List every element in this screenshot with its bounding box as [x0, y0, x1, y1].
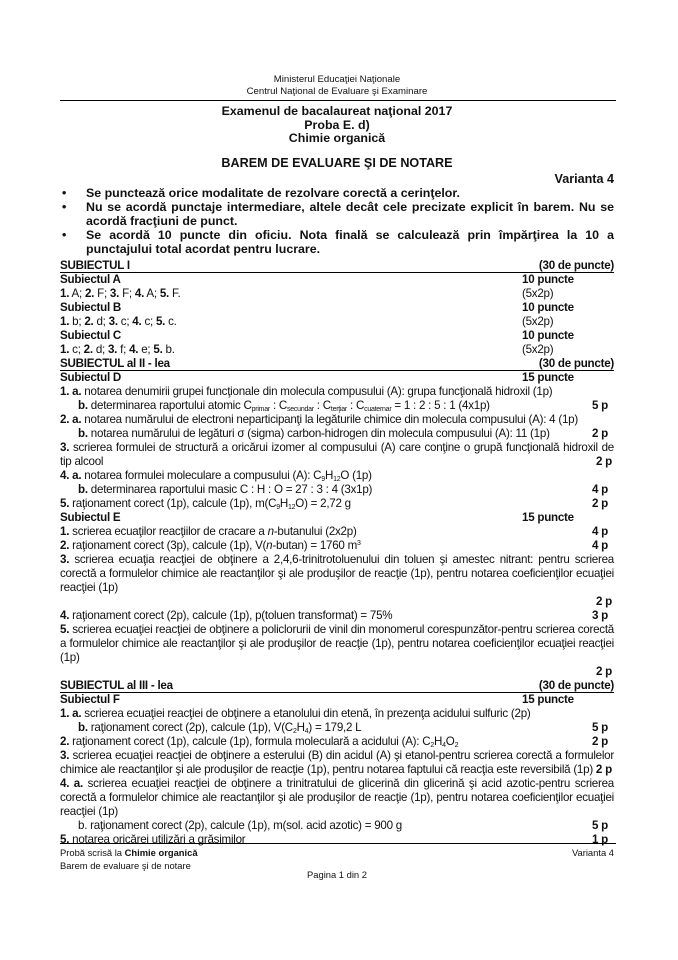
subscript: 4 — [442, 742, 446, 749]
item-text: -butanului (2x2p) — [273, 525, 357, 538]
item-num: b. — [78, 819, 88, 832]
item-num: 5. — [60, 623, 70, 636]
item-num: 1. a. — [60, 385, 82, 398]
part-d-header — [60, 371, 614, 385]
item-text: -butan) = 1760 m — [272, 539, 357, 552]
part-a-header — [60, 273, 614, 287]
part-f-header — [60, 693, 614, 707]
part-d-points: 15 puncte — [522, 371, 574, 384]
answer-num: 2. — [83, 343, 93, 356]
f-item-5 — [60, 833, 614, 847]
answer-num: 5. — [159, 287, 170, 300]
item-points: 1 p — [592, 833, 609, 846]
answer-val: d; — [95, 343, 105, 356]
answer-num: 4. — [134, 287, 145, 300]
item-text: scrierea ecuaţiei reacţiei de obţinere a esterului (B) din acidul (A) şi etanol-pentru scrierea corectă a formulelor chimice ale reactanţilor şi ale produşilor de reacţie (1p), pentru notarea faptului că reacţia este reversibilă (1p) — [60, 749, 614, 776]
subject-2-header — [60, 357, 614, 371]
f-item-3 — [60, 749, 614, 777]
item-num: b. — [78, 427, 88, 440]
subscript: 2 — [454, 742, 459, 749]
item-points: 2 p — [592, 427, 609, 440]
answer-val: A; — [71, 287, 82, 300]
footer-subject: Chimie organică — [124, 847, 198, 858]
f-item-4a — [60, 777, 614, 819]
item-text: n — [266, 539, 273, 552]
subscript: 2 — [292, 728, 297, 735]
d-item-1a — [60, 385, 614, 399]
d-item-4b — [60, 483, 614, 497]
item-text: O) = 2,72 g — [295, 497, 351, 510]
answer-val: b; — [72, 315, 82, 328]
item-text: raţionament corect (1p), calcule (1p), m(C — [72, 497, 277, 510]
item-num: 4. a. — [60, 469, 82, 482]
item-num: b. — [78, 399, 88, 412]
item-num: 4. — [60, 609, 70, 622]
subscript: 9 — [321, 476, 325, 483]
item-text: determinarea raportului atomic C — [90, 399, 252, 412]
answer-val: c. — [168, 315, 177, 328]
subject-title: Chimie organică — [288, 131, 386, 145]
answer-val: f; — [120, 343, 127, 356]
part-b-answers — [60, 315, 614, 329]
part-b-points: 10 puncte — [522, 301, 574, 314]
item-text: notarea numărului de electroni neparticipanţi la legăturile chimice din molecula compusului (A): 4 (1p) — [84, 413, 578, 426]
item-points: 2 p — [595, 455, 612, 468]
answer-num: 5. — [153, 343, 163, 356]
answer-val: d; — [96, 315, 106, 328]
item-text: raţionament corect (2p), calcule (1p), V(C — [90, 721, 293, 734]
item-text: raţionament corect (2p), calcule (1p), p(toluen transformat) = 75% — [72, 609, 393, 622]
item-text: H — [324, 469, 334, 482]
item-points: 5 p — [592, 721, 609, 734]
subscript: terţiar — [330, 406, 348, 413]
answer-num: 2. — [84, 287, 95, 300]
item-text: n — [267, 525, 274, 538]
d-item-4a — [60, 469, 614, 483]
e-item-5 — [60, 623, 614, 665]
item-points: 2 p — [595, 665, 612, 678]
grading-content — [60, 259, 614, 847]
item-text: scrierea ecuaţia reacţiei de obţinere a 2,4,6-trinitrotoluenului din toluen şi amestec nitrant: pentru scrierea corectă a formulelor chimice ale reactanţilor şi ale produşilor de reacţie (1p), pentru notarea coeficienţilor ecuaţiei reacţiei (1p) — [60, 553, 614, 594]
part-b-title: Subiectul B — [60, 301, 122, 314]
item-points: 4 p — [592, 483, 609, 496]
subject-3-title: SUBIECTUL al III - lea — [60, 679, 173, 692]
subscript: 2 — [430, 742, 435, 749]
item-num: 5. — [60, 497, 70, 510]
ministry-name: Ministerul Educaţiei Naţionale — [273, 74, 401, 85]
answer-val: A; — [146, 287, 157, 300]
barem-title: BAREM DE EVALUARE ŞI DE NOTARE — [221, 156, 453, 170]
rule-item: • Nu se acordă punctaje intermediare, altele decât cele precizate explicit în barem. Nu se acordă fracţiuni de punct. — [60, 200, 614, 228]
part-f-points: 15 puncte — [522, 693, 574, 706]
item-num: 3. — [60, 553, 70, 566]
subscript: cuaternar — [364, 406, 392, 413]
part-f-title: Subiectul F — [60, 693, 120, 706]
item-text: ) = 179,2 L — [308, 721, 362, 734]
footer-text: Probă scrisă la — [60, 847, 125, 858]
institution-header — [60, 74, 614, 98]
answer-num: 3. — [109, 287, 120, 300]
item-text: notarea oricărei utilizări a grăsimilor — [72, 833, 246, 846]
item-num: 5. — [60, 833, 70, 846]
e-item-1 — [60, 525, 614, 539]
item-num: 2. — [60, 735, 70, 748]
answer-num: 5. — [155, 315, 166, 328]
item-points: 2 p — [592, 735, 609, 748]
answer-val: c; — [72, 343, 81, 356]
e-item-3 — [60, 553, 614, 595]
subject-2-points: (30 de puncte) — [538, 357, 614, 370]
subject-3-header — [60, 679, 614, 693]
page-number: Pagina 1 din 2 — [307, 869, 367, 880]
part-c-header — [60, 329, 614, 343]
item-num: 1. a. — [60, 707, 82, 720]
answer-val: F; — [97, 287, 107, 300]
part-a-title: Subiectul A — [60, 273, 121, 286]
answer-num: 1. — [60, 315, 70, 328]
part-b-scoring: (5x2p) — [522, 315, 554, 328]
part-d-title: Subiectul D — [60, 371, 122, 384]
item-points: 5 p — [592, 399, 609, 412]
answer-num: 3. — [108, 315, 118, 328]
answer-val: F; — [122, 287, 132, 300]
part-b-header — [60, 301, 614, 315]
footer-variant: Varianta 4 — [571, 847, 614, 858]
answer-val: c; — [120, 315, 130, 328]
subscript: secundar — [287, 406, 314, 413]
header-divider — [60, 100, 616, 101]
item-points: 3 p — [592, 609, 609, 622]
item-text: scrierea formulei de structură a oricărui izomer al compusului (A) care conţine o grupă funcţională hidroxil de tip alcool — [60, 441, 614, 468]
item-points: 2 p — [595, 763, 612, 776]
item-num: 4. a. — [60, 777, 83, 790]
subject-3-points: (30 de puncte) — [538, 679, 614, 692]
part-e-header — [60, 511, 614, 525]
item-text: scrierea ecuaţilor reacţiilor de cracare a — [72, 525, 268, 538]
item-num: b. — [78, 483, 88, 496]
item-points: 4 p — [592, 539, 609, 552]
subject-1-title: SUBIECTUL I — [60, 259, 130, 272]
item-points: 4 p — [592, 525, 609, 538]
item-num: 3. — [60, 749, 70, 762]
f-item-1a — [60, 707, 614, 721]
f-item-1b — [60, 721, 614, 735]
part-a-scoring: (5x2p) — [522, 287, 554, 300]
answer-num: 1. — [60, 343, 70, 356]
rule-item: • Se punctează orice modalitate de rezolvare corectă a cerinţelor. — [60, 186, 614, 200]
item-num: b. — [78, 721, 88, 734]
item-text: = 1 : 2 : 5 : 1 (4x1p) — [394, 399, 490, 412]
footer-line-1 — [60, 846, 614, 859]
footer-divider — [60, 843, 616, 844]
item-text: raţionament corect (3p), calcule (1p), V( — [72, 539, 267, 552]
subscript: 9 — [276, 504, 280, 511]
d-item-1b: b. determinarea raportului atomic $C_{primar}$ : $C_{secundar}$ : $C_{terţiar}$ : $C_{cuaternar} = 1$ : 2 : 5 : 1 (4x1p) 5 p — [60, 399, 614, 413]
part-c-scoring: (5x2p) — [522, 343, 554, 356]
answer-val: F. — [172, 287, 181, 300]
item-text: H — [434, 735, 443, 748]
part-e-points: 15 puncte — [522, 511, 574, 524]
subscript: 12 — [333, 476, 341, 483]
answer-num: 4. — [132, 315, 142, 328]
answer-num: 4. — [129, 343, 139, 356]
d-item-2b — [60, 427, 614, 441]
subject-1-header — [60, 259, 614, 273]
item-text: O (1p) — [340, 469, 372, 482]
answer-val: b. — [165, 343, 175, 356]
d-item-5 — [60, 497, 614, 511]
general-rules — [60, 186, 614, 256]
item-text: notarea numărului de legături σ (sigma) carbon-hidrogen din molecula compusului (A): 11 (1p) — [90, 427, 550, 440]
answer-num: 3. — [107, 343, 118, 356]
answer-num: 1. — [60, 287, 70, 300]
variant-label: Varianta 4 — [554, 172, 614, 186]
part-c-points: 10 puncte — [522, 329, 574, 342]
rule-item: • Se acordă 10 puncte din oficiu. Nota finală se calculează prin împărţirea la 10 a punctajului total acordat pentru lucrare. — [60, 228, 614, 256]
item-text: H — [279, 497, 288, 510]
f-item-4b — [60, 819, 614, 833]
subscript: 4 — [304, 728, 309, 735]
part-e-title: Subiectul E — [60, 511, 121, 524]
e-item-4 — [60, 609, 614, 623]
d-item-2a — [60, 413, 614, 427]
part-c-title: Subiectul C — [60, 329, 122, 342]
footer-line-2: Barem de evaluare şi de notare — [60, 860, 191, 871]
item-text: scrierea ecuaţiei reacţiei de obţinere a etanolului din etenă, în prezenţa acidului sulfuric (2p) — [84, 707, 531, 720]
item-num: 2. a. — [60, 413, 82, 426]
item-text: scrierea ecuaţiei reacţiei de obţinere a trinitratului de glicerină din glicerină şi acid azotic-pentru scrierea corectă a formulelor chimice ale reactanţilor şi ale produşilor de reacţie (1p), pentru notarea coeficienţilor ecuaţiei reacţiei (1p) — [60, 777, 614, 818]
item-num: 2. — [60, 539, 70, 552]
superscript: 3 — [357, 540, 361, 547]
item-points: 2 p — [595, 595, 612, 608]
item-text: scrierea ecuaţiei reacţiei de obţinere a policlorurii de vinil din monomerul corespunzător-pentru scrierea corectă a formulelor chimice ale reactanţilor şi ale produşilor de reacţie (1p), pentru notarea coeficienţilor ecuaţiei reacţiei (1p) — [60, 623, 614, 664]
answer-val: e; — [141, 343, 151, 356]
subject-1-points: (30 de puncte) — [538, 259, 614, 272]
part-a-answers — [60, 287, 614, 301]
item-text: notarea formulei moleculare a compusului (A): C — [84, 469, 322, 482]
item-text: determinarea raportului masic C : H : O = 27 : 3 : 4 (3x1p) — [90, 483, 373, 496]
item-num: 1. — [60, 525, 70, 538]
item-text: H — [296, 721, 305, 734]
subject-2-title: SUBIECTUL al II - lea — [60, 357, 170, 370]
item-points: 5 p — [592, 819, 609, 832]
e-item-2 — [60, 539, 614, 553]
item-text: raţionament corect (2p), calcule (1p), m(sol. acid azotic) = 900 g — [90, 819, 402, 832]
item-text: O — [445, 735, 455, 748]
item-points: 2 p — [592, 497, 609, 510]
f-item-2 — [60, 735, 614, 749]
item-text: notarea denumirii grupei funcţionale din molecula compusului (A): grupa funcţională hidroxil (1p) — [84, 385, 553, 398]
subscript: 12 — [288, 504, 296, 511]
probe-title: Proba E. d) — [304, 117, 370, 132]
exam-title-block — [60, 105, 614, 146]
center-name: Centrul Naţional de Evaluare şi Examinare — [246, 86, 428, 97]
part-c-answers — [60, 343, 614, 357]
item-text: raţionament corect (1p), calcule (1p), formula moleculară a acidului (A): C — [72, 735, 431, 748]
item-num: 3. — [60, 441, 70, 454]
answer-num: 2. — [84, 315, 94, 328]
answer-val: c; — [144, 315, 153, 328]
page-footer — [60, 846, 614, 880]
subscript: primar — [251, 406, 270, 413]
part-a-points: 10 puncte — [522, 273, 574, 286]
exam-title: Examenul de bacalaureat naţional 2017 — [221, 104, 453, 118]
